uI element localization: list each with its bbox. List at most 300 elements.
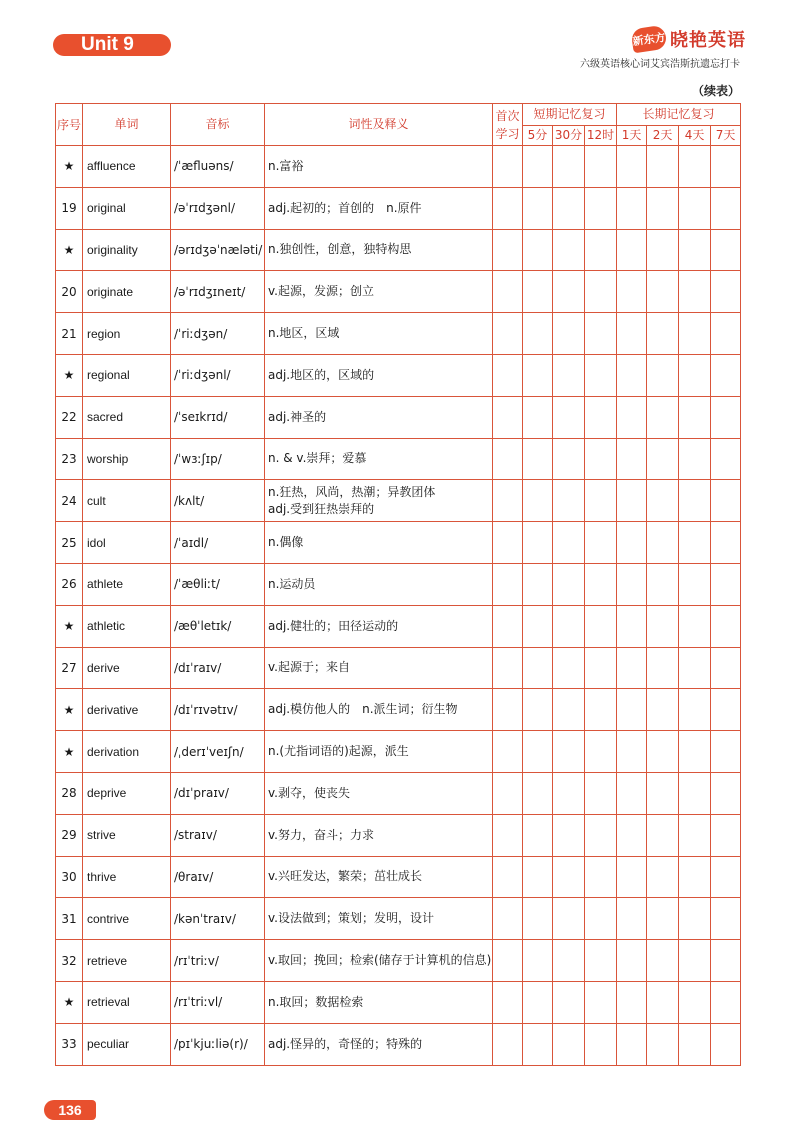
review-checkbox-cell[interactable] — [711, 187, 741, 229]
review-checkbox-cell[interactable] — [585, 229, 617, 271]
definition-cell — [265, 480, 493, 522]
review-checkbox-cell[interactable] — [523, 146, 553, 188]
review-checkbox-cell[interactable] — [617, 605, 647, 647]
row-number: 29 — [56, 814, 83, 856]
definition-cell — [265, 772, 493, 814]
table-row — [56, 731, 741, 773]
review-checkbox-cell[interactable] — [523, 354, 553, 396]
word-cell: cult — [83, 480, 171, 522]
review-checkbox-cell[interactable] — [523, 187, 553, 229]
word-cell: regional — [83, 354, 171, 396]
definition-cell — [265, 605, 493, 647]
review-checkbox-cell[interactable] — [617, 647, 647, 689]
review-checkbox-cell[interactable] — [711, 940, 741, 982]
definition-cell — [265, 689, 493, 731]
word-cell: worship — [83, 438, 171, 480]
review-checkbox-cell[interactable] — [493, 814, 523, 856]
phonetic-cell: /ˈwɜːʃɪp/ — [171, 438, 265, 480]
review-checkbox-cell[interactable] — [711, 605, 741, 647]
review-checkbox-cell[interactable] — [679, 605, 711, 647]
word-cell: strive — [83, 814, 171, 856]
table-row — [56, 313, 741, 355]
row-number: ★ — [56, 981, 83, 1023]
review-checkbox-cell[interactable] — [493, 271, 523, 313]
review-checkbox-cell[interactable] — [585, 772, 617, 814]
word-cell: peculiar — [83, 1023, 171, 1065]
review-checkbox-cell[interactable] — [523, 605, 553, 647]
definition-cell — [265, 940, 493, 982]
row-number: 19 — [56, 187, 83, 229]
phonetic-cell: /ˈæθliːt/ — [171, 563, 265, 605]
table-row — [56, 689, 741, 731]
review-checkbox-cell[interactable] — [493, 396, 523, 438]
review-checkbox-cell[interactable] — [523, 856, 553, 898]
review-checkbox-cell[interactable] — [493, 605, 523, 647]
phonetic-cell: /æθˈletɪk/ — [171, 605, 265, 647]
phonetic-cell: /əˈrɪdʒɪneɪt/ — [171, 271, 265, 313]
review-checkbox-cell[interactable] — [523, 689, 553, 731]
definition-cell — [265, 229, 493, 271]
unit-badge: Unit 9 — [53, 34, 171, 56]
word-cell: derivative — [83, 689, 171, 731]
review-checkbox-cell[interactable] — [553, 856, 585, 898]
review-checkbox-cell[interactable] — [585, 396, 617, 438]
review-checkbox-cell[interactable] — [553, 814, 585, 856]
review-checkbox-cell[interactable] — [523, 981, 553, 1023]
review-checkbox-cell[interactable] — [679, 1023, 711, 1065]
review-checkbox-cell[interactable] — [711, 856, 741, 898]
definition-line: n.偶像 — [268, 535, 304, 550]
table-row — [56, 605, 741, 647]
definition-cell — [265, 354, 493, 396]
review-checkbox-cell[interactable] — [585, 856, 617, 898]
review-checkbox-cell[interactable] — [617, 271, 647, 313]
review-checkbox-cell[interactable] — [679, 981, 711, 1023]
review-checkbox-cell[interactable] — [647, 563, 679, 605]
review-checkbox-cell[interactable] — [679, 396, 711, 438]
review-checkbox-cell[interactable] — [617, 814, 647, 856]
review-checkbox-cell[interactable] — [585, 522, 617, 564]
review-checkbox-cell[interactable] — [585, 898, 617, 940]
phonetic-cell: /ˈriːdʒən/ — [171, 313, 265, 355]
review-checkbox-cell[interactable] — [585, 146, 617, 188]
review-checkbox-cell[interactable] — [585, 313, 617, 355]
review-checkbox-cell[interactable] — [647, 480, 679, 522]
review-checkbox-cell[interactable] — [553, 731, 585, 773]
review-checkbox-cell[interactable] — [617, 313, 647, 355]
word-cell: region — [83, 313, 171, 355]
review-checkbox-cell[interactable] — [585, 814, 617, 856]
review-checkbox-cell[interactable] — [711, 522, 741, 564]
definition-line: v.起源于；来自 — [268, 660, 350, 675]
header-long-col: 2天 — [647, 126, 679, 146]
header-phonetic: 音标 — [171, 104, 265, 146]
header-short-col: 12时 — [585, 126, 617, 146]
word-cell: retrieve — [83, 940, 171, 982]
review-checkbox-cell[interactable] — [679, 814, 711, 856]
review-checkbox-cell[interactable] — [523, 647, 553, 689]
review-checkbox-cell[interactable] — [711, 898, 741, 940]
table-row — [56, 940, 741, 982]
review-checkbox-cell[interactable] — [647, 940, 679, 982]
brand-logo-icon: 新东方 — [630, 25, 667, 53]
review-checkbox-cell[interactable] — [647, 187, 679, 229]
review-checkbox-cell[interactable] — [679, 856, 711, 898]
definition-line: v.取回；挽回；检索(储存于计算机的信息) — [268, 953, 492, 968]
phonetic-cell: /rɪˈtriːvl/ — [171, 981, 265, 1023]
review-checkbox-cell[interactable] — [553, 438, 585, 480]
row-number: 31 — [56, 898, 83, 940]
review-checkbox-cell[interactable] — [647, 229, 679, 271]
review-checkbox-cell[interactable] — [679, 480, 711, 522]
row-number: 20 — [56, 271, 83, 313]
review-checkbox-cell[interactable] — [617, 689, 647, 731]
phonetic-cell: /kʌlt/ — [171, 480, 265, 522]
review-checkbox-cell[interactable] — [711, 146, 741, 188]
review-checkbox-cell[interactable] — [679, 229, 711, 271]
review-checkbox-cell[interactable] — [553, 898, 585, 940]
review-checkbox-cell[interactable] — [493, 1023, 523, 1065]
definition-cell — [265, 814, 493, 856]
review-checkbox-cell[interactable] — [493, 438, 523, 480]
definition-cell — [265, 898, 493, 940]
row-number: 27 — [56, 647, 83, 689]
review-checkbox-cell[interactable] — [647, 981, 679, 1023]
definition-line: v.努力，奋斗；力求 — [268, 827, 374, 842]
review-checkbox-cell[interactable] — [493, 647, 523, 689]
phonetic-cell: /rɪˈtriːv/ — [171, 940, 265, 982]
review-checkbox-cell[interactable] — [553, 522, 585, 564]
review-checkbox-cell[interactable] — [617, 940, 647, 982]
header-short-col: 30分 — [553, 126, 585, 146]
review-checkbox-cell[interactable] — [585, 354, 617, 396]
definition-line: adj.健壮的；田径运动的 — [268, 618, 399, 633]
row-number: 33 — [56, 1023, 83, 1065]
review-checkbox-cell[interactable] — [679, 271, 711, 313]
review-checkbox-cell[interactable] — [711, 480, 741, 522]
review-checkbox-cell[interactable] — [647, 898, 679, 940]
review-checkbox-cell[interactable] — [493, 146, 523, 188]
review-checkbox-cell[interactable] — [617, 522, 647, 564]
header-short-col: 5分 — [523, 126, 553, 146]
definition-line: adj.怪异的，奇怪的；特殊的 — [268, 1036, 423, 1051]
review-checkbox-cell[interactable] — [679, 898, 711, 940]
review-checkbox-cell[interactable] — [711, 981, 741, 1023]
definition-cell — [265, 856, 493, 898]
review-checkbox-cell[interactable] — [617, 563, 647, 605]
review-checkbox-cell[interactable] — [647, 146, 679, 188]
review-checkbox-cell[interactable] — [711, 229, 741, 271]
review-checkbox-cell[interactable] — [585, 563, 617, 605]
review-checkbox-cell[interactable] — [523, 396, 553, 438]
review-checkbox-cell[interactable] — [647, 313, 679, 355]
review-checkbox-cell[interactable] — [647, 438, 679, 480]
review-checkbox-cell[interactable] — [585, 1023, 617, 1065]
definition-line: adj.受到狂热崇拜的 — [268, 501, 375, 516]
phonetic-cell: /θraɪv/ — [171, 856, 265, 898]
definition-line: n.取回；数据检索 — [268, 994, 364, 1009]
definition-line: v.剥夺，使丧失 — [268, 785, 350, 800]
word-cell: originality — [83, 229, 171, 271]
phonetic-cell: /ˈseɪkrɪd/ — [171, 396, 265, 438]
table-row — [56, 898, 741, 940]
review-checkbox-cell[interactable] — [617, 731, 647, 773]
review-checkbox-cell[interactable] — [679, 438, 711, 480]
review-checkbox-cell[interactable] — [647, 647, 679, 689]
review-checkbox-cell[interactable] — [711, 271, 741, 313]
review-checkbox-cell[interactable] — [553, 563, 585, 605]
review-checkbox-cell[interactable] — [679, 772, 711, 814]
phonetic-cell: /ˈæfluəns/ — [171, 146, 265, 188]
word-cell: contrive — [83, 898, 171, 940]
row-number: 22 — [56, 396, 83, 438]
row-number: ★ — [56, 146, 83, 188]
review-checkbox-cell[interactable] — [523, 522, 553, 564]
word-cell: originate — [83, 271, 171, 313]
review-checkbox-cell[interactable] — [493, 480, 523, 522]
continued-label: （续表） — [691, 84, 740, 98]
review-checkbox-cell[interactable] — [493, 689, 523, 731]
review-checkbox-cell[interactable] — [647, 731, 679, 773]
review-checkbox-cell[interactable] — [585, 438, 617, 480]
review-checkbox-cell[interactable] — [711, 354, 741, 396]
definition-line: n.地区，区域 — [268, 326, 340, 341]
header-definition: 词性及释义 — [265, 104, 493, 146]
review-checkbox-cell[interactable] — [647, 522, 679, 564]
phonetic-cell: /straɪv/ — [171, 814, 265, 856]
review-checkbox-cell[interactable] — [647, 396, 679, 438]
table-row — [56, 814, 741, 856]
review-checkbox-cell[interactable] — [585, 731, 617, 773]
phonetic-cell: /ərɪdʒəˈnæləti/ — [171, 229, 265, 271]
definition-cell — [265, 563, 493, 605]
review-checkbox-cell[interactable] — [679, 354, 711, 396]
review-checkbox-cell[interactable] — [711, 731, 741, 773]
review-checkbox-cell[interactable] — [493, 563, 523, 605]
review-checkbox-cell[interactable] — [553, 229, 585, 271]
row-number: 26 — [56, 563, 83, 605]
review-checkbox-cell[interactable] — [523, 940, 553, 982]
review-checkbox-cell[interactable] — [553, 146, 585, 188]
row-number: 24 — [56, 480, 83, 522]
review-checkbox-cell[interactable] — [553, 981, 585, 1023]
review-checkbox-cell[interactable] — [647, 1023, 679, 1065]
definition-cell — [265, 146, 493, 188]
review-checkbox-cell[interactable] — [493, 187, 523, 229]
table-row — [56, 354, 741, 396]
review-checkbox-cell[interactable] — [679, 689, 711, 731]
review-checkbox-cell[interactable] — [711, 814, 741, 856]
table-row — [56, 438, 741, 480]
row-number: ★ — [56, 229, 83, 271]
review-checkbox-cell[interactable] — [617, 438, 647, 480]
review-checkbox-cell[interactable] — [647, 856, 679, 898]
phonetic-cell: /ˌderɪˈveɪʃn/ — [171, 731, 265, 773]
review-checkbox-cell[interactable] — [523, 313, 553, 355]
table-row — [56, 480, 741, 522]
review-checkbox-cell[interactable] — [585, 981, 617, 1023]
brand-name: 晓艳英语 — [670, 30, 746, 51]
row-number: 28 — [56, 772, 83, 814]
vocabulary-table — [55, 103, 741, 1066]
review-checkbox-cell[interactable] — [711, 396, 741, 438]
review-checkbox-cell[interactable] — [553, 1023, 585, 1065]
review-checkbox-cell[interactable] — [585, 689, 617, 731]
phonetic-cell: /ˈriːdʒənl/ — [171, 354, 265, 396]
review-checkbox-cell[interactable] — [647, 772, 679, 814]
review-checkbox-cell[interactable] — [553, 647, 585, 689]
review-checkbox-cell[interactable] — [679, 563, 711, 605]
review-checkbox-cell[interactable] — [647, 814, 679, 856]
word-cell: athlete — [83, 563, 171, 605]
table-row — [56, 647, 741, 689]
definition-line: n.独创性，创意，独特构思 — [268, 242, 412, 257]
review-checkbox-cell[interactable] — [493, 313, 523, 355]
review-checkbox-cell[interactable] — [493, 731, 523, 773]
review-checkbox-cell[interactable] — [617, 772, 647, 814]
review-checkbox-cell[interactable] — [553, 354, 585, 396]
review-checkbox-cell[interactable] — [679, 522, 711, 564]
word-cell: sacred — [83, 396, 171, 438]
row-number: 23 — [56, 438, 83, 480]
review-checkbox-cell[interactable] — [493, 354, 523, 396]
review-checkbox-cell[interactable] — [711, 647, 741, 689]
review-checkbox-cell[interactable] — [647, 271, 679, 313]
review-checkbox-cell[interactable] — [711, 563, 741, 605]
review-checkbox-cell[interactable] — [585, 647, 617, 689]
review-checkbox-cell[interactable] — [585, 271, 617, 313]
header-long-review: 长期记忆复习 — [617, 104, 741, 126]
row-number: ★ — [56, 605, 83, 647]
header-short-review: 短期记忆复习 — [523, 104, 617, 126]
review-checkbox-cell[interactable] — [647, 354, 679, 396]
review-checkbox-cell[interactable] — [553, 271, 585, 313]
review-checkbox-cell[interactable] — [523, 229, 553, 271]
word-cell: derivation — [83, 731, 171, 773]
review-checkbox-cell[interactable] — [523, 731, 553, 773]
definition-cell — [265, 1023, 493, 1065]
review-checkbox-cell[interactable] — [711, 689, 741, 731]
review-checkbox-cell[interactable] — [493, 940, 523, 982]
review-checkbox-cell[interactable] — [647, 605, 679, 647]
table-row — [56, 522, 741, 564]
review-checkbox-cell[interactable] — [585, 187, 617, 229]
definition-line: n.富裕 — [268, 158, 304, 173]
review-checkbox-cell[interactable] — [585, 940, 617, 982]
word-cell: deprive — [83, 772, 171, 814]
review-checkbox-cell[interactable] — [553, 396, 585, 438]
review-checkbox-cell[interactable] — [553, 313, 585, 355]
table-row — [56, 146, 741, 188]
word-cell: retrieval — [83, 981, 171, 1023]
review-checkbox-cell[interactable] — [493, 981, 523, 1023]
review-checkbox-cell[interactable] — [679, 731, 711, 773]
review-checkbox-cell[interactable] — [523, 772, 553, 814]
review-checkbox-cell[interactable] — [553, 187, 585, 229]
review-checkbox-cell[interactable] — [617, 1023, 647, 1065]
review-checkbox-cell[interactable] — [585, 480, 617, 522]
review-checkbox-cell[interactable] — [523, 898, 553, 940]
definition-line: v.兴旺发达，繁荣；茁壮成长 — [268, 869, 422, 884]
review-checkbox-cell[interactable] — [617, 146, 647, 188]
review-checkbox-cell[interactable] — [617, 354, 647, 396]
word-cell: original — [83, 187, 171, 229]
review-checkbox-cell[interactable] — [493, 522, 523, 564]
review-checkbox-cell[interactable] — [617, 856, 647, 898]
review-checkbox-cell[interactable] — [493, 898, 523, 940]
review-checkbox-cell[interactable] — [617, 396, 647, 438]
definition-line: n.(尤指词语的)起源，派生 — [268, 744, 409, 759]
review-checkbox-cell[interactable] — [647, 689, 679, 731]
review-checkbox-cell[interactable] — [523, 814, 553, 856]
definition-cell — [265, 647, 493, 689]
word-cell: athletic — [83, 605, 171, 647]
review-checkbox-cell[interactable] — [523, 563, 553, 605]
review-checkbox-cell[interactable] — [553, 480, 585, 522]
word-cell: idol — [83, 522, 171, 564]
table-row — [56, 563, 741, 605]
review-checkbox-cell[interactable] — [553, 772, 585, 814]
review-checkbox-cell[interactable] — [711, 438, 741, 480]
table-row — [56, 396, 741, 438]
review-checkbox-cell[interactable] — [553, 605, 585, 647]
review-checkbox-cell[interactable] — [617, 981, 647, 1023]
review-checkbox-cell[interactable] — [679, 146, 711, 188]
review-checkbox-cell[interactable] — [585, 605, 617, 647]
review-checkbox-cell[interactable] — [523, 271, 553, 313]
table-row — [56, 772, 741, 814]
review-checkbox-cell[interactable] — [493, 772, 523, 814]
word-cell: thrive — [83, 856, 171, 898]
definition-line: adj.模仿他人的 n.派生词；衍生物 — [268, 702, 458, 717]
table-row — [56, 856, 741, 898]
definition-line: adj.神圣的 — [268, 409, 327, 424]
word-cell: derive — [83, 647, 171, 689]
review-checkbox-cell[interactable] — [493, 229, 523, 271]
review-checkbox-cell[interactable] — [679, 313, 711, 355]
row-number: 32 — [56, 940, 83, 982]
definition-cell — [265, 396, 493, 438]
word-cell: affluence — [83, 146, 171, 188]
review-checkbox-cell[interactable] — [523, 1023, 553, 1065]
review-checkbox-cell[interactable] — [711, 772, 741, 814]
row-number: 30 — [56, 856, 83, 898]
header-long-col: 4天 — [679, 126, 711, 146]
review-checkbox-cell[interactable] — [617, 187, 647, 229]
table-row — [56, 981, 741, 1023]
table-row — [56, 229, 741, 271]
definition-cell — [265, 313, 493, 355]
review-checkbox-cell[interactable] — [711, 313, 741, 355]
phonetic-cell: /kənˈtraɪv/ — [171, 898, 265, 940]
review-checkbox-cell[interactable] — [711, 1023, 741, 1065]
review-checkbox-cell[interactable] — [493, 856, 523, 898]
review-checkbox-cell[interactable] — [553, 689, 585, 731]
review-checkbox-cell[interactable] — [617, 898, 647, 940]
table-row — [56, 1023, 741, 1065]
review-checkbox-cell[interactable] — [553, 940, 585, 982]
review-checkbox-cell[interactable] — [679, 940, 711, 982]
review-checkbox-cell[interactable] — [679, 187, 711, 229]
definition-cell — [265, 187, 493, 229]
definition-cell — [265, 271, 493, 313]
review-checkbox-cell[interactable] — [617, 480, 647, 522]
review-checkbox-cell[interactable] — [617, 229, 647, 271]
definition-line: adj.起初的；首创的 n.原件 — [268, 200, 422, 215]
review-checkbox-cell[interactable] — [679, 647, 711, 689]
review-checkbox-cell[interactable] — [523, 480, 553, 522]
review-checkbox-cell[interactable] — [523, 438, 553, 480]
